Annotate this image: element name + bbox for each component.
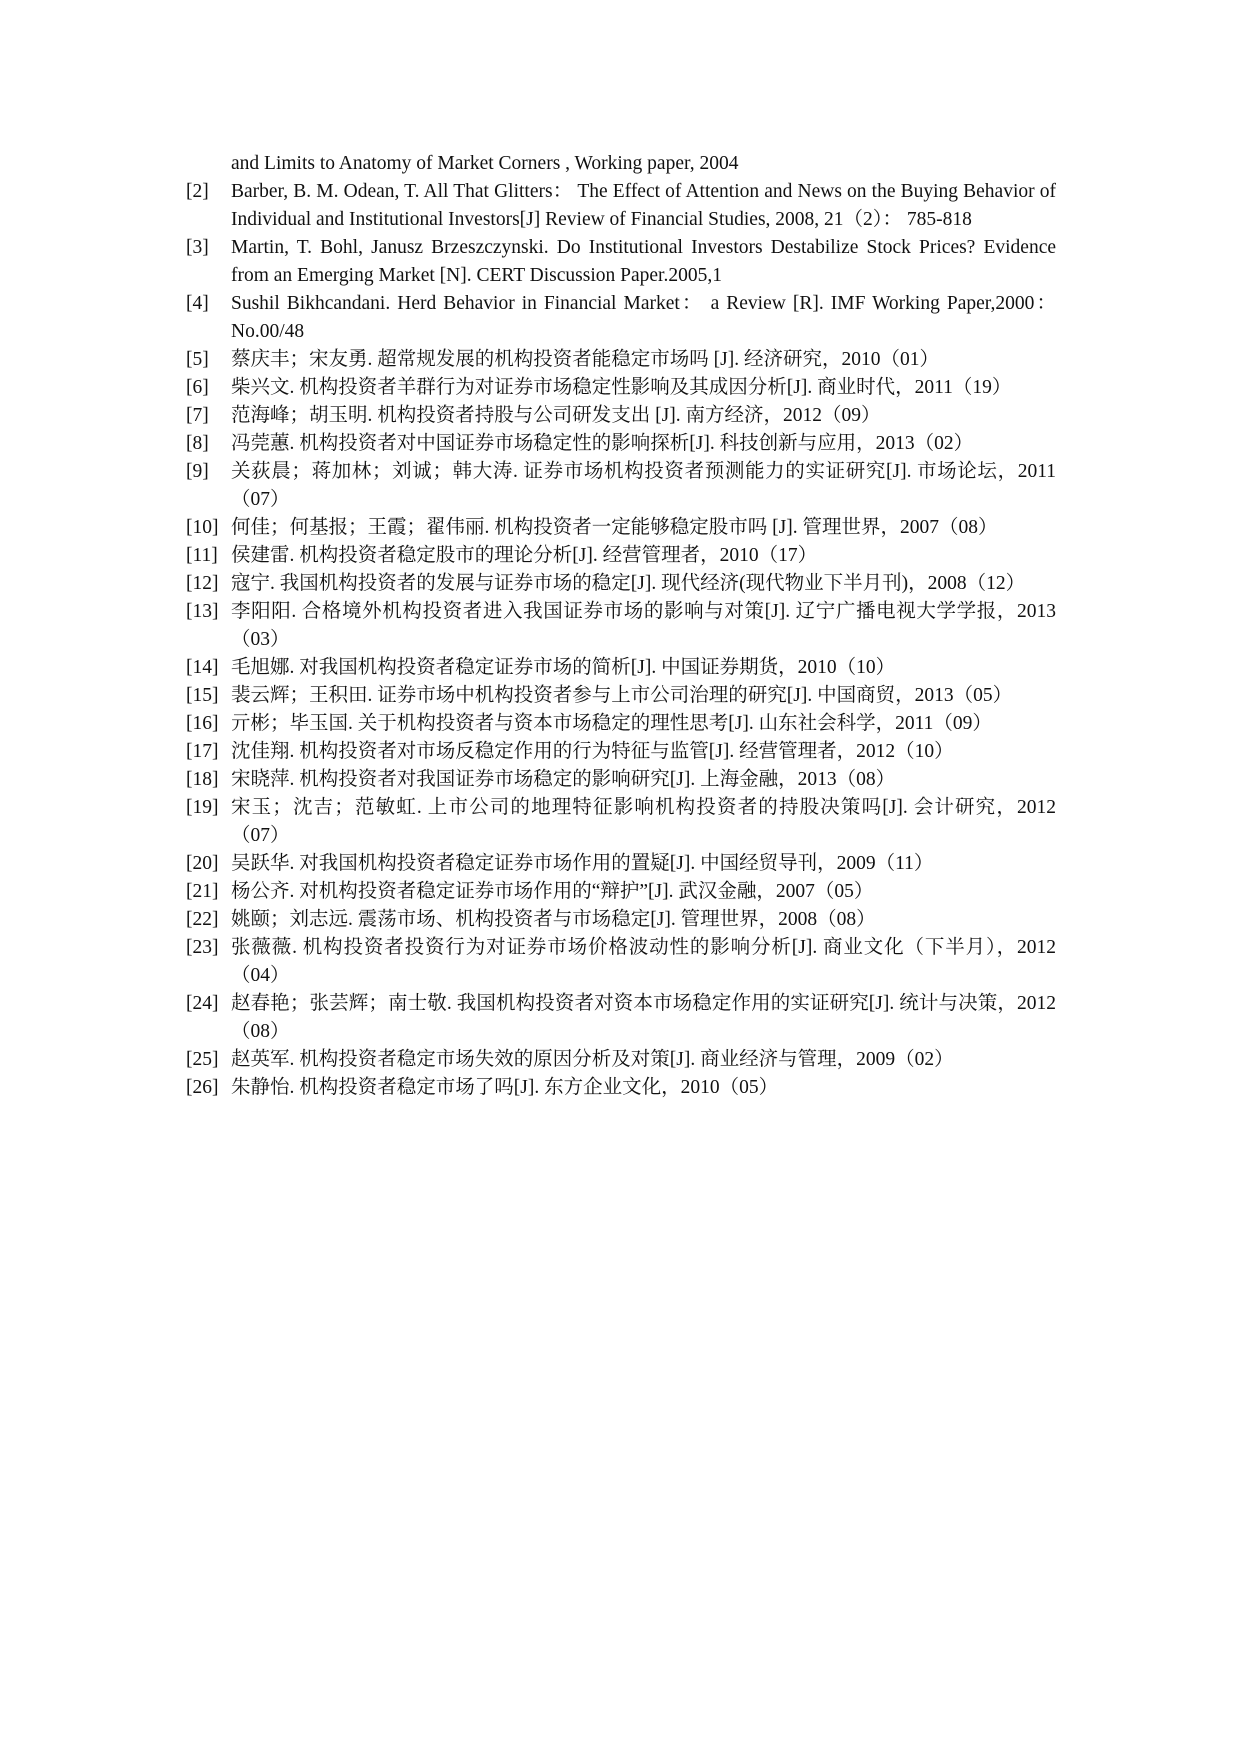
reference-item (186, 458, 1056, 514)
reference-number: [23] (186, 937, 219, 958)
reference-number: [18] (186, 769, 219, 790)
reference-text: 沈佳翔. 机构投资者对市场反稳定作用的行为特征与监管[J]. 经营管理者，2012（10） (231, 741, 954, 762)
reference-number: [16] (186, 713, 219, 734)
reference-number: [13] (186, 601, 219, 622)
reference-entries (186, 178, 1056, 1102)
reference-number: [7] (186, 405, 209, 426)
reference-text: 蔡庆丰；宋友勇. 超常规发展的机构投资者能稳定市场吗 [J]. 经济研究，2010（01） (231, 349, 939, 370)
reference-number: [4] (186, 293, 209, 314)
reference-text: 毛旭娜. 对我国机构投资者稳定证券市场的简析[J]. 中国证券期货，2010（10） (231, 657, 896, 678)
reference-text: 杨公齐. 对机构投资者稳定证券市场作用的“辩护”[J]. 武汉金融，2007（05） (231, 881, 874, 902)
reference-text: 寇宁. 我国机构投资者的发展与证券市场的稳定[J]. 现代经济(现代物业下半月刊)，2008（12） (231, 573, 1026, 594)
reference-item (186, 346, 1056, 374)
reference-item (186, 402, 1056, 430)
reference-number: [15] (186, 685, 219, 706)
reference-text: 李阳阳. 合格境外机构投资者进入我国证券市场的影响与对策[J]. 辽宁广播电视大学学报，2013（03） (231, 601, 1056, 650)
reference-number: [24] (186, 993, 219, 1014)
reference-text: 姚颐；刘志远. 震荡市场、机构投资者与市场稳定[J]. 管理世界，2008（08） (231, 909, 876, 930)
reference-number: [9] (186, 461, 209, 482)
reference-text: 侯建雷. 机构投资者稳定股市的理论分析[J]. 经营管理者，2010（17） (231, 545, 818, 566)
reference-text: 赵英军. 机构投资者稳定市场失效的原因分析及对策[J]. 商业经济与管理，2009（02） (231, 1049, 954, 1070)
reference-text: 亓彬；毕玉国. 关于机构投资者与资本市场稳定的理性思考[J]. 山东社会科学，2011（09） (231, 713, 992, 734)
reference-text: 何佳；何基报；王霞；翟伟丽. 机构投资者一定能够稳定股市吗 [J]. 管理世界，2007（08） (231, 517, 998, 538)
reference-item (186, 878, 1056, 906)
reference-item (186, 654, 1056, 682)
reference-number: [5] (186, 349, 209, 370)
reference-item (186, 710, 1056, 738)
reference-list (186, 150, 1056, 1102)
reference-item (186, 906, 1056, 934)
reference-number: [11] (186, 545, 218, 566)
reference-item (186, 990, 1056, 1046)
reference-number: [8] (186, 433, 209, 454)
reference-number: [20] (186, 853, 219, 874)
reference-item (186, 178, 1056, 234)
reference-number: [22] (186, 909, 219, 930)
reference-item (186, 934, 1056, 990)
reference-item (186, 542, 1056, 570)
reference-item (186, 738, 1056, 766)
reference-number: [10] (186, 517, 219, 538)
reference-text: 柴兴文. 机构投资者羊群行为对证券市场稳定性影响及其成因分析[J]. 商业时代，2011（19） (231, 377, 1012, 398)
reference-number: [21] (186, 881, 219, 902)
reference-text: 范海峰；胡玉明. 机构投资者持股与公司研发支出 [J]. 南方经济，2012（09） (231, 405, 881, 426)
reference-text: 宋玉；沈吉；范敏虹. 上市公司的地理特征影响机构投资者的持股决策吗[J]. 会计研究，2012（07） (231, 797, 1056, 846)
reference-item (186, 374, 1056, 402)
reference-text: 裴云辉；王积田. 证券市场中机构投资者参与上市公司治理的研究[J]. 中国商贸，2013（05） (231, 685, 1013, 706)
reference-text: 冯莞蕙. 机构投资者对中国证券市场稳定性的影响探析[J]. 科技创新与应用，2013（02） (231, 433, 974, 454)
reference-text: 宋晓萍. 机构投资者对我国证券市场稳定的影响研究[J]. 上海金融，2013（08） (231, 769, 896, 790)
reference-number: [12] (186, 573, 219, 594)
reference-item (186, 1046, 1056, 1074)
reference-item (186, 570, 1056, 598)
reference-text: Sushil Bikhcandani. Herd Behavior in Financial Market： a Review [R]. IMF Working Paper,2000： No.00/48 (231, 293, 1056, 342)
reference-number: [14] (186, 657, 219, 678)
reference-number: [26] (186, 1077, 219, 1098)
reference-item (186, 1074, 1056, 1102)
reference-text: 张薇薇. 机构投资者投资行为对证券市场价格波动性的影响分析[J]. 商业文化（下半月），2012（04） (231, 937, 1056, 986)
reference-number: [19] (186, 797, 219, 818)
reference-item (186, 234, 1056, 290)
reference-text: Martin, T. Bohl, Janusz Brzeszczynski. Do Institutional Investors Destabilize Stock Prices? Evidence from an Emerging Market [N]. CERT Discussion Paper.2005,1 (231, 237, 1056, 286)
reference-number: [25] (186, 1049, 219, 1070)
reference-text: 朱静怡. 机构投资者稳定市场了吗[J]. 东方企业文化，2010（05） (231, 1077, 779, 1098)
reference-item (186, 514, 1056, 542)
reference-item (186, 794, 1056, 850)
reference-number: [17] (186, 741, 219, 762)
reference-number: [2] (186, 181, 209, 202)
reference-item (186, 682, 1056, 710)
reference-number: [3] (186, 237, 209, 258)
reference-item (186, 598, 1056, 654)
reference-item (186, 290, 1056, 346)
reference-item (186, 430, 1056, 458)
reference-continuation: and Limits to Anatomy of Market Corners , Working paper, 2004 (231, 153, 739, 174)
reference-text: Barber, B. M. Odean, T. All That Glitters： The Effect of Attention and News on the Buying Behavior of Individual and Institutional Investors[J] Review of Financial Studies, 2008, 21（2）： 785-818 (231, 181, 1056, 230)
reference-text: 吴跃华. 对我国机构投资者稳定证券市场作用的置疑[J]. 中国经贸导刊，2009（11） (231, 853, 934, 874)
reference-item (186, 766, 1056, 794)
reference-number: [6] (186, 377, 209, 398)
reference-item (186, 850, 1056, 878)
reference-text: 关荻晨；蒋加林；刘诚；韩大涛. 证券市场机构投资者预测能力的实证研究[J]. 市场论坛，2011（07） (231, 461, 1056, 510)
reference-text: 赵春艳；张芸辉；南士敬. 我国机构投资者对资本市场稳定作用的实证研究[J]. 统计与决策，2012（08） (231, 993, 1056, 1042)
